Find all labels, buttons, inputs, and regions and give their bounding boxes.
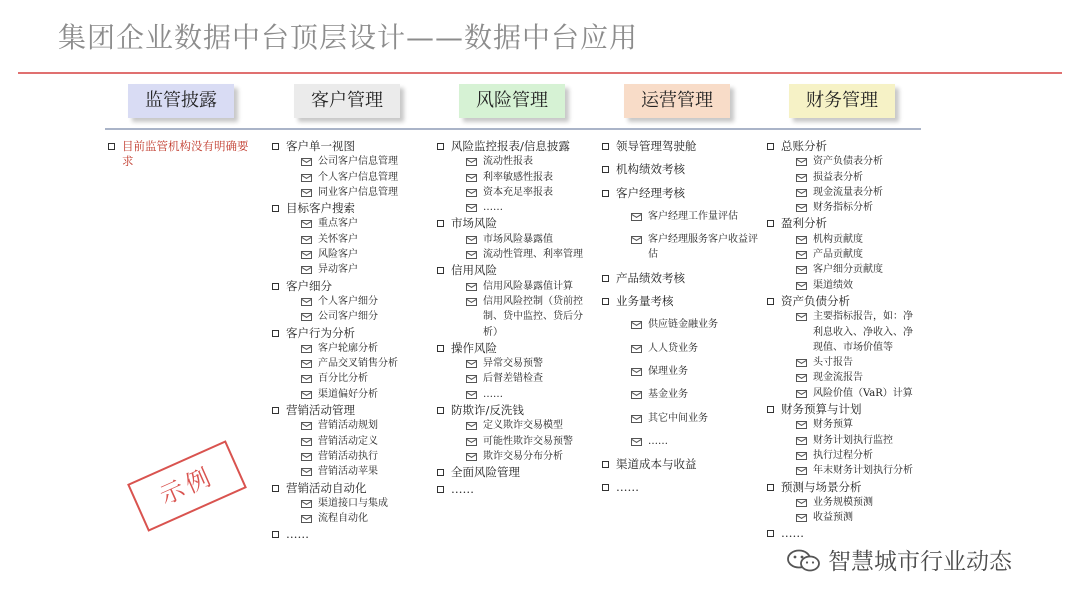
envelope-bullet-icon bbox=[796, 514, 807, 522]
item-text: 人人贷业务 bbox=[648, 342, 698, 354]
category-item bbox=[270, 403, 430, 418]
sub-item bbox=[270, 247, 430, 262]
sub-item bbox=[765, 170, 920, 185]
checkbox-bullet-icon bbox=[602, 298, 609, 305]
item-text: 机构贡献度 bbox=[813, 233, 863, 245]
item-text: 基金业务 bbox=[648, 389, 688, 401]
sub-item bbox=[435, 232, 595, 247]
item-text: 风险客户 bbox=[318, 249, 358, 261]
sub-item bbox=[600, 364, 760, 379]
category-item bbox=[435, 482, 595, 497]
checkbox-bullet-icon bbox=[602, 190, 609, 197]
envelope-bullet-icon bbox=[796, 374, 807, 382]
item-text: 客户轮廓分析 bbox=[318, 342, 378, 354]
category-item bbox=[270, 481, 430, 496]
envelope-bullet-icon bbox=[301, 500, 312, 508]
envelope-bullet-icon bbox=[466, 453, 477, 461]
envelope-bullet-icon bbox=[796, 189, 807, 197]
sub-item bbox=[270, 371, 430, 386]
item-text: 渠道成本与收益 bbox=[616, 457, 697, 472]
item-text: 操作风险 bbox=[451, 340, 497, 355]
envelope-bullet-icon bbox=[301, 298, 312, 306]
sub-item bbox=[435, 387, 595, 402]
item-text: 财务指标分析 bbox=[813, 202, 873, 214]
item-text: 百分比分析 bbox=[318, 373, 368, 385]
envelope-bullet-icon bbox=[301, 158, 312, 166]
checkbox-bullet-icon bbox=[602, 484, 609, 491]
item-text: 产品绩效考核 bbox=[616, 270, 685, 285]
envelope-bullet-icon bbox=[301, 515, 312, 523]
category-item bbox=[600, 186, 760, 201]
sub-item bbox=[765, 200, 920, 215]
item-text: 流动性管理、利率管理 bbox=[483, 249, 583, 261]
sub-item bbox=[435, 154, 595, 169]
checkbox-bullet-icon bbox=[437, 143, 444, 150]
envelope-bullet-icon bbox=[301, 422, 312, 430]
sub-item bbox=[600, 434, 760, 449]
category-item bbox=[270, 279, 430, 294]
checkbox-bullet-icon bbox=[437, 486, 444, 493]
envelope-bullet-icon bbox=[466, 158, 477, 166]
sub-item bbox=[270, 356, 430, 371]
envelope-bullet-icon bbox=[301, 453, 312, 461]
sub-item bbox=[765, 185, 920, 200]
item-text: 头寸报告 bbox=[813, 357, 853, 369]
envelope-bullet-icon bbox=[796, 158, 807, 166]
item-text: 业务规模预测 bbox=[813, 496, 873, 508]
item-text: 重点客户 bbox=[318, 218, 358, 230]
envelope-bullet-icon bbox=[301, 360, 312, 368]
category-item bbox=[765, 139, 920, 154]
checkbox-bullet-icon bbox=[602, 143, 609, 150]
envelope-bullet-icon bbox=[796, 313, 807, 321]
sub-item bbox=[765, 232, 920, 247]
checkbox-bullet-icon bbox=[602, 166, 609, 173]
checkbox-bullet-icon bbox=[272, 407, 279, 414]
item-text: 目前监管机构没有明确要求 bbox=[122, 139, 249, 169]
sub-item bbox=[270, 170, 430, 185]
envelope-bullet-icon bbox=[796, 437, 807, 445]
item-text: 可能性欺诈交易预警 bbox=[483, 435, 573, 447]
item-text: 收益预测 bbox=[813, 512, 853, 524]
envelope-bullet-icon bbox=[631, 368, 642, 376]
envelope-bullet-icon bbox=[466, 360, 477, 368]
item-text: 年末财务计划执行分析 bbox=[813, 465, 913, 477]
sub-item bbox=[435, 449, 595, 464]
item-text: 财务计划执行监控 bbox=[813, 434, 893, 446]
item-text: 现金流报告 bbox=[813, 372, 863, 384]
item-text: 市场风险暴露值 bbox=[483, 233, 553, 245]
sub-item bbox=[600, 209, 760, 224]
watermark-text: 智慧城市行业动态 bbox=[828, 549, 1012, 575]
envelope-bullet-icon bbox=[631, 213, 642, 221]
header-operations-management: 运营管理 bbox=[624, 84, 730, 118]
item-text: 同业客户信息管理 bbox=[318, 186, 398, 198]
sub-item bbox=[435, 356, 595, 371]
category-item bbox=[435, 216, 595, 231]
envelope-bullet-icon bbox=[466, 174, 477, 182]
category-item bbox=[765, 526, 920, 541]
header-divider bbox=[105, 128, 921, 130]
item-text: 供应链金融业务 bbox=[648, 319, 718, 331]
category-item bbox=[435, 465, 595, 480]
sub-item bbox=[765, 262, 920, 277]
item-text: 风险监控报表/信息披露 bbox=[451, 139, 570, 153]
envelope-bullet-icon bbox=[466, 251, 477, 259]
envelope-bullet-icon bbox=[301, 251, 312, 259]
item-text: 关怀客户 bbox=[318, 233, 358, 245]
sub-item bbox=[765, 247, 920, 262]
envelope-bullet-icon bbox=[796, 251, 807, 259]
checkbox-bullet-icon bbox=[108, 143, 115, 150]
item-text: 营销活动规划 bbox=[318, 420, 378, 432]
sub-item bbox=[270, 511, 430, 526]
header-regulatory-disclosure: 监管披露 bbox=[128, 84, 234, 118]
page-title: 集团企业数据中台顶层设计——数据中台应用 bbox=[58, 21, 639, 54]
category-item bbox=[600, 271, 760, 286]
item-text: 流程自动化 bbox=[318, 513, 368, 525]
sub-item bbox=[435, 371, 595, 386]
item-text: 欺诈交易分布分析 bbox=[483, 450, 563, 462]
item-text: …… bbox=[781, 526, 804, 541]
sub-item bbox=[270, 418, 430, 433]
sub-item bbox=[600, 387, 760, 402]
sub-item bbox=[435, 170, 595, 185]
item-text: 资产负债分析 bbox=[781, 293, 850, 308]
item-text: 利率敏感性报表 bbox=[483, 171, 553, 183]
sub-item bbox=[270, 449, 430, 464]
sub-item bbox=[765, 386, 920, 401]
item-text: 客户细分 bbox=[286, 278, 332, 293]
item-text: 盈利分析 bbox=[781, 216, 827, 231]
item-text: 渠道绩效 bbox=[813, 279, 853, 291]
item-text: 财务预算 bbox=[813, 419, 853, 431]
checkbox-bullet-icon bbox=[272, 485, 279, 492]
sub-item bbox=[765, 154, 920, 169]
item-text: 渠道偏好分析 bbox=[318, 388, 378, 400]
item-text: 预测与场景分析 bbox=[781, 479, 862, 494]
item-text: 保理业务 bbox=[648, 365, 688, 377]
item-text: 公司客户信息管理 bbox=[318, 156, 398, 168]
item-text: 产品贡献度 bbox=[813, 249, 863, 261]
category-item bbox=[270, 201, 430, 216]
item-text: 财务预算与计划 bbox=[781, 402, 862, 417]
item-text: 客户经理工作量评估 bbox=[648, 210, 738, 222]
envelope-bullet-icon bbox=[631, 438, 642, 446]
sub-item bbox=[270, 434, 430, 449]
category-item bbox=[270, 527, 430, 542]
envelope-bullet-icon bbox=[301, 220, 312, 228]
sub-item bbox=[270, 341, 430, 356]
category-item bbox=[765, 402, 920, 417]
checkbox-bullet-icon bbox=[437, 469, 444, 476]
envelope-bullet-icon bbox=[301, 189, 312, 197]
envelope-bullet-icon bbox=[301, 468, 312, 476]
sub-item bbox=[435, 200, 595, 215]
item-text: 定义欺诈交易模型 bbox=[483, 420, 563, 432]
header-finance-management: 财务管理 bbox=[789, 84, 895, 118]
envelope-bullet-icon bbox=[631, 236, 642, 244]
item-text: 异动客户 bbox=[318, 264, 358, 276]
sub-item bbox=[765, 278, 920, 293]
item-text: 执行过程分析 bbox=[813, 449, 873, 461]
item-text: 客户单一视图 bbox=[286, 139, 355, 153]
sub-item bbox=[765, 463, 920, 478]
sub-item bbox=[270, 387, 430, 402]
item-text: 营销活动苹果 bbox=[318, 466, 378, 478]
item-text: 流动性报表 bbox=[483, 156, 533, 168]
sub-item bbox=[765, 433, 920, 448]
sub-item bbox=[765, 495, 920, 510]
checkbox-bullet-icon bbox=[767, 220, 774, 227]
item-text: …… bbox=[648, 435, 668, 447]
item-text: 后督差错检查 bbox=[483, 373, 543, 385]
checkbox-bullet-icon bbox=[437, 345, 444, 352]
envelope-bullet-icon bbox=[796, 467, 807, 475]
sub-item bbox=[270, 154, 430, 169]
item-text: 现金流量表分析 bbox=[813, 186, 883, 198]
sub-item bbox=[435, 294, 595, 340]
envelope-bullet-icon bbox=[301, 174, 312, 182]
envelope-bullet-icon bbox=[466, 422, 477, 430]
item-text: 异常交易预警 bbox=[483, 358, 543, 370]
envelope-bullet-icon bbox=[466, 204, 477, 212]
category-item bbox=[435, 139, 595, 154]
envelope-bullet-icon bbox=[631, 391, 642, 399]
item-text: 全面风险管理 bbox=[451, 465, 520, 480]
category-item bbox=[765, 294, 920, 309]
envelope-bullet-icon bbox=[301, 391, 312, 399]
envelope-bullet-icon bbox=[466, 375, 477, 383]
item-text: 客户经理服务客户收益评估 bbox=[648, 234, 758, 261]
category-item bbox=[600, 139, 760, 154]
envelope-bullet-icon bbox=[796, 204, 807, 212]
envelope-bullet-icon bbox=[796, 359, 807, 367]
envelope-bullet-icon bbox=[466, 391, 477, 399]
envelope-bullet-icon bbox=[631, 345, 642, 353]
envelope-bullet-icon bbox=[466, 298, 477, 306]
envelope-bullet-icon bbox=[466, 283, 477, 291]
sub-item bbox=[765, 355, 920, 370]
category-item bbox=[765, 216, 920, 231]
sub-item bbox=[435, 279, 595, 294]
category-item bbox=[600, 162, 760, 177]
category-item bbox=[765, 480, 920, 495]
envelope-bullet-icon bbox=[796, 499, 807, 507]
checkbox-bullet-icon bbox=[437, 407, 444, 414]
item-text: 信用风险 bbox=[451, 263, 497, 278]
column-finance-management bbox=[765, 138, 920, 542]
item-text: 防欺诈/反洗钱 bbox=[451, 403, 524, 418]
header-customer-management: 客户管理 bbox=[294, 84, 400, 118]
example-stamp: 示例 bbox=[127, 440, 247, 531]
sub-item bbox=[600, 341, 760, 356]
envelope-bullet-icon bbox=[301, 236, 312, 244]
item-text: 领导管理驾驶舱 bbox=[616, 139, 697, 153]
item-text: 客户行为分析 bbox=[286, 325, 355, 340]
checkbox-bullet-icon bbox=[437, 220, 444, 227]
sub-item bbox=[270, 496, 430, 511]
item-text: …… bbox=[616, 480, 639, 495]
envelope-bullet-icon bbox=[796, 174, 807, 182]
envelope-bullet-icon bbox=[796, 421, 807, 429]
sub-item bbox=[435, 418, 595, 433]
item-text: 资产负债表分析 bbox=[813, 156, 883, 168]
item-text: 其它中间业务 bbox=[648, 412, 708, 424]
category-item bbox=[600, 457, 760, 472]
envelope-bullet-icon bbox=[631, 415, 642, 423]
sub-item bbox=[435, 247, 595, 262]
envelope-bullet-icon bbox=[466, 236, 477, 244]
item-text: 营销活动定义 bbox=[318, 435, 378, 447]
sub-item bbox=[270, 262, 430, 277]
column-customer-management bbox=[270, 138, 430, 543]
checkbox-bullet-icon bbox=[767, 530, 774, 537]
item-text: 营销活动管理 bbox=[286, 403, 355, 418]
category-item bbox=[435, 341, 595, 356]
item-text: 市场风险 bbox=[451, 216, 497, 231]
envelope-bullet-icon bbox=[466, 438, 477, 446]
item-text: 资本充足率报表 bbox=[483, 186, 553, 198]
item-text: 公司客户细分 bbox=[318, 311, 378, 323]
envelope-bullet-icon bbox=[301, 266, 312, 274]
envelope-bullet-icon bbox=[301, 375, 312, 383]
item-text: 信用风险控制（贷前控制、贷中监控、贷后分析） bbox=[483, 295, 583, 338]
category-item bbox=[270, 139, 430, 154]
checkbox-bullet-icon bbox=[437, 267, 444, 274]
envelope-bullet-icon bbox=[466, 189, 477, 197]
category-item bbox=[270, 326, 430, 341]
sub-item bbox=[765, 417, 920, 432]
checkbox-bullet-icon bbox=[767, 406, 774, 413]
wechat-icon bbox=[786, 549, 822, 573]
sub-item bbox=[270, 216, 430, 231]
sub-item bbox=[765, 510, 920, 525]
envelope-bullet-icon bbox=[301, 345, 312, 353]
envelope-bullet-icon bbox=[631, 321, 642, 329]
item-text: 产品交叉销售分析 bbox=[318, 358, 398, 370]
category-item bbox=[600, 294, 760, 309]
category-item bbox=[106, 139, 256, 170]
item-text: 业务量考核 bbox=[616, 294, 674, 309]
item-text: 个人客户信息管理 bbox=[318, 171, 398, 183]
sub-item bbox=[270, 464, 430, 479]
sub-item bbox=[765, 370, 920, 385]
sub-item bbox=[435, 185, 595, 200]
watermark bbox=[786, 543, 1012, 576]
envelope-bullet-icon bbox=[796, 236, 807, 244]
sub-item bbox=[270, 294, 430, 309]
category-item bbox=[600, 480, 760, 495]
item-text: …… bbox=[451, 481, 474, 496]
item-text: 客户细分贡献度 bbox=[813, 264, 883, 276]
sub-item bbox=[270, 309, 430, 324]
checkbox-bullet-icon bbox=[767, 484, 774, 491]
envelope-bullet-icon bbox=[796, 452, 807, 460]
item-text: 信用风险暴露值计算 bbox=[483, 280, 573, 292]
item-text: 营销活动执行 bbox=[318, 450, 378, 462]
item-text: 损益表分析 bbox=[813, 171, 863, 183]
item-text: 营销活动自动化 bbox=[286, 480, 367, 495]
checkbox-bullet-icon bbox=[272, 143, 279, 150]
item-text: 客户经理考核 bbox=[616, 185, 685, 200]
checkbox-bullet-icon bbox=[767, 143, 774, 150]
checkbox-bullet-icon bbox=[272, 283, 279, 290]
checkbox-bullet-icon bbox=[602, 461, 609, 468]
column-risk-management bbox=[435, 138, 595, 497]
item-text: 风险价值（VaR）计算 bbox=[813, 387, 913, 399]
column-regulatory-disclosure bbox=[106, 138, 256, 170]
sub-item bbox=[435, 434, 595, 449]
checkbox-bullet-icon bbox=[602, 275, 609, 282]
column-operations-management bbox=[600, 138, 760, 504]
sub-item bbox=[765, 448, 920, 463]
checkbox-bullet-icon bbox=[272, 531, 279, 538]
checkbox-bullet-icon bbox=[767, 298, 774, 305]
item-text: 目标客户搜索 bbox=[286, 201, 355, 216]
sub-item bbox=[600, 317, 760, 332]
item-text: 个人客户细分 bbox=[318, 295, 378, 307]
sub-item bbox=[270, 232, 430, 247]
sub-item bbox=[600, 411, 760, 426]
item-text: …… bbox=[483, 202, 503, 214]
item-text: 主要指标报告，如：净利息收入、净收入、净现值、市场价值等 bbox=[813, 311, 913, 353]
checkbox-bullet-icon bbox=[272, 205, 279, 212]
sub-item bbox=[765, 309, 920, 355]
sub-item bbox=[600, 232, 760, 263]
item-text: …… bbox=[286, 527, 309, 542]
envelope-bullet-icon bbox=[796, 282, 807, 290]
sub-item bbox=[270, 185, 430, 200]
item-text: 机构绩效考核 bbox=[616, 162, 685, 177]
item-text: …… bbox=[483, 388, 503, 400]
envelope-bullet-icon bbox=[796, 266, 807, 274]
header-risk-management: 风险管理 bbox=[459, 84, 565, 118]
category-item bbox=[435, 263, 595, 278]
checkbox-bullet-icon bbox=[272, 330, 279, 337]
envelope-bullet-icon bbox=[796, 390, 807, 398]
item-text: 渠道接口与集成 bbox=[318, 497, 388, 509]
item-text: 总账分析 bbox=[781, 139, 827, 153]
envelope-bullet-icon bbox=[301, 438, 312, 446]
envelope-bullet-icon bbox=[301, 313, 312, 321]
title-divider bbox=[18, 72, 1062, 74]
category-item bbox=[435, 403, 595, 418]
